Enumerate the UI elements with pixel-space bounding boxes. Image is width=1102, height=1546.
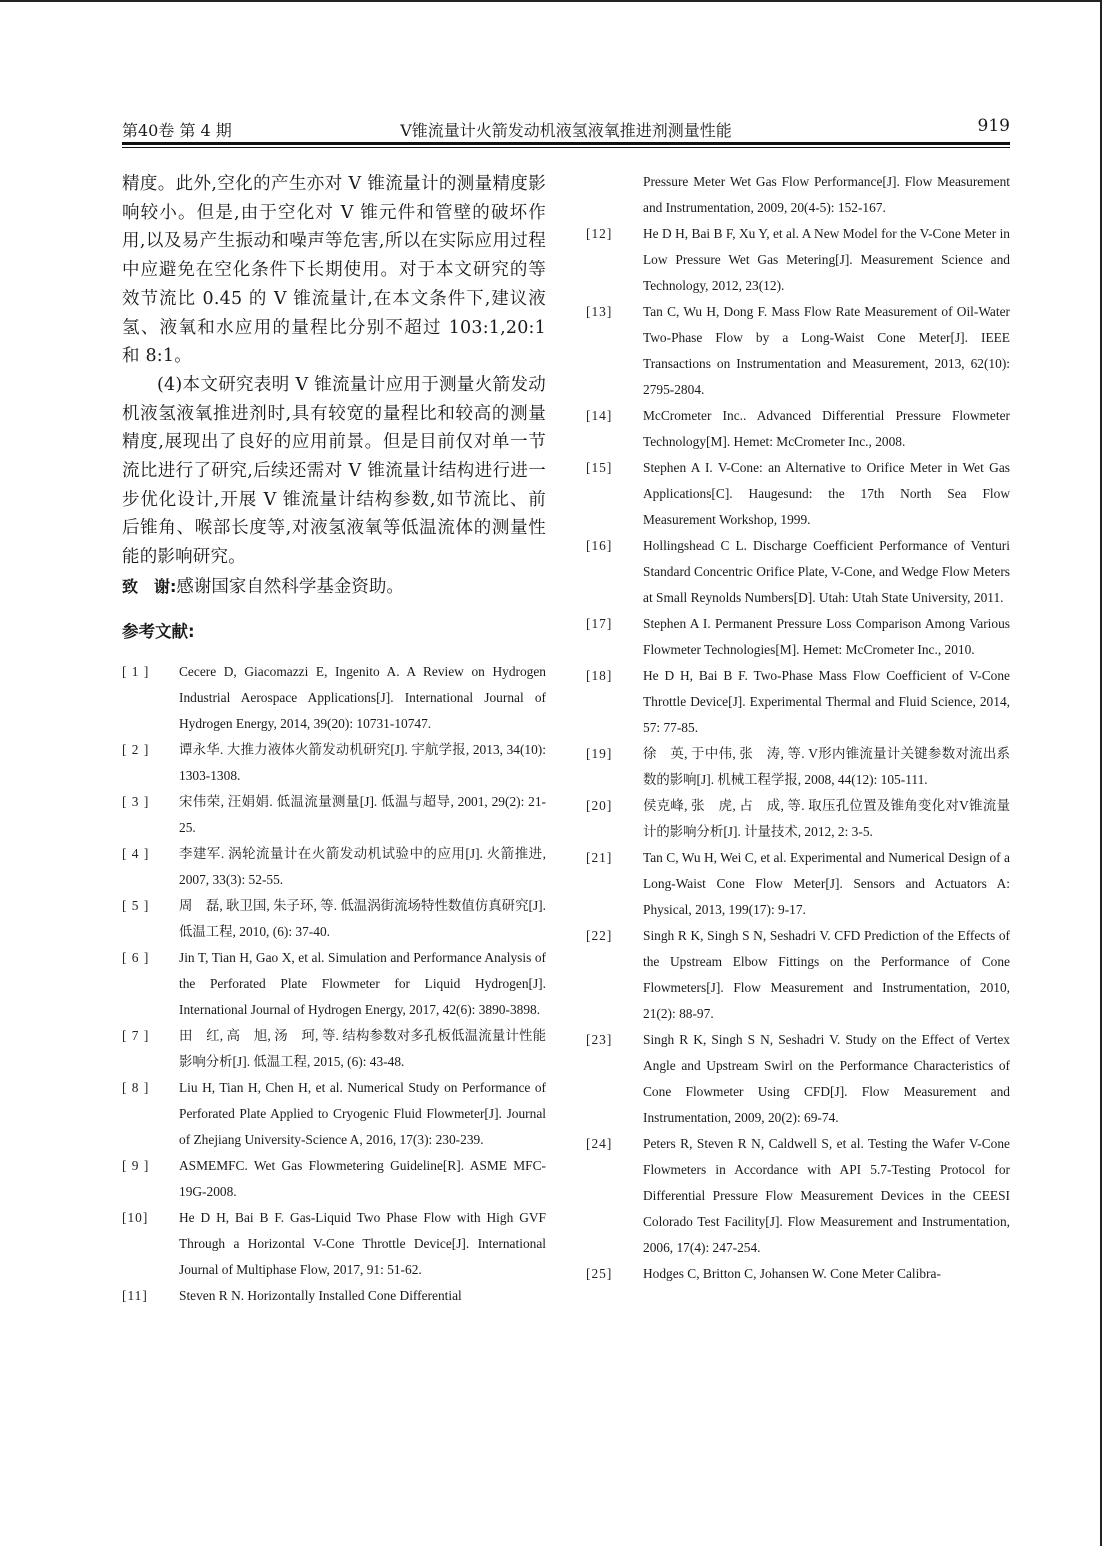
reference-text: 谭永华. 大推力液体火箭发动机研究[J]. 宇航学报, 2013, 34(10): 1303-1308. (179, 741, 546, 783)
reference-item (122, 841, 546, 893)
reference-item (586, 299, 1010, 403)
acknowledgement-text: 感谢国家自然科学基金资助。 (176, 576, 404, 597)
right-column (586, 169, 1010, 1287)
reference-item (586, 1027, 1010, 1131)
reference-item (586, 1131, 1010, 1261)
reference-text: Hodges C, Britton C, Johansen W. Cone Meter Calibra- (643, 1266, 941, 1281)
reference-text: He D H, Bai B F. Two-Phase Mass Flow Coefficient of V-Cone Throttle Device[J]. Experimental Thermal and Fluid Science, 2014, 57: 77-85. (643, 668, 1010, 735)
page-top-edge (0, 0, 1102, 2)
reference-number: [23] (586, 1032, 613, 1047)
reference-text: ASMEMFC. Wet Gas Flowmetering Guideline[R]. ASME MFC-19G-2008. (179, 1157, 546, 1199)
reference-number: [ 9 ] (122, 1157, 150, 1173)
reference-number: [ 3 ] (122, 793, 150, 809)
reference-text: Peters R, Steven R N, Caldwell S, et al. Testing the Wafer V-Cone Flowmeters in Accordance with API 5.7-Testing Protocol for Differential Pressure Flow Measurement Devices in the CEESI Colorado Test Facility[J]. Flow Measurement and Instrumentation, 2006, 17(4): 247-254. (643, 1136, 1010, 1255)
reference-number: [ 6 ] (122, 949, 150, 965)
reference-number: [10] (122, 1209, 149, 1225)
reference-number: [11] (122, 1287, 148, 1303)
reference-text: Singh R K, Singh S N, Seshadri V. Study on the Effect of Vertex Angle and Upstream Swirl on the Performance Characteristics of Cone Flowmeter Using CFD[J]. Flow Measurement and Instrumentation, 2009, 20(2): 69-74. (643, 1032, 1010, 1125)
reference-text: 徐 英, 于中伟, 张 涛, 等. V形内锥流量计关键参数对流出系数的影响[J]. 机械工程学报, 2008, 44(12): 105-111. (643, 746, 1010, 787)
reference-number: [15] (586, 460, 613, 475)
reference-number: [16] (586, 538, 613, 553)
reference-text: Cecere D, Giacomazzi E, Ingenito A. A Review on Hydrogen Industrial Aerospace Applications[J]. International Journal of Hydrogen Energy, 2014, 39(20): 10731-10747. (179, 663, 546, 731)
header-rule-thick (122, 142, 1010, 145)
reference-item (122, 1153, 546, 1205)
reference-text: McCrometer Inc.. Advanced Differential Pressure Flowmeter Technology[M]. Hemet: McCrometer Inc., 2008. (643, 408, 1010, 449)
reference-item (586, 611, 1010, 663)
reference-item (586, 845, 1010, 923)
reference-number: [20] (586, 798, 613, 813)
reference-list-right (586, 169, 1010, 1287)
reference-number: [ 5 ] (122, 897, 150, 913)
reference-item (586, 741, 1010, 793)
reference-number: [25] (586, 1266, 613, 1281)
reference-number: [ 8 ] (122, 1079, 150, 1095)
reference-text: Liu H, Tian H, Chen H, et al. Numerical Study on Performance of Perforated Plate Applied to Cryogenic Fluid Flowmeter[J]. Journal of Zhejiang University-Science A, 2016, 17(3): 230-239. (179, 1079, 546, 1147)
reference-item (122, 1023, 546, 1075)
reference-item (122, 789, 546, 841)
reference-item (586, 663, 1010, 741)
references-heading: 参考文献: (122, 621, 195, 641)
reference-text: 李建军. 涡轮流量计在火箭发动机试验中的应用[J]. 火箭推进, 2007, 33(3): 52-55. (179, 845, 546, 887)
reference-item (586, 533, 1010, 611)
reference-text: Pressure Meter Wet Gas Flow Performance[J]. Flow Measurement and Instrumentation, 2009, 20(4-5): 152-167. (643, 174, 1010, 215)
reference-item (122, 737, 546, 789)
reference-item (122, 659, 546, 737)
reference-number: [22] (586, 928, 613, 943)
reference-item (122, 893, 546, 945)
reference-item (586, 1261, 1010, 1287)
reference-item (122, 1075, 546, 1153)
header-rule-thin (122, 147, 1010, 148)
volume-issue: 第40卷 第 4 期 (122, 121, 232, 140)
body-paragraph-1: 精度。此外,空化的产生亦对 V 锥流量计的测量精度影响较小。但是,由于空化对 V 锥元件和管壁的破坏作用,以及易产生振动和噪声等危害,所以在实际应用过程中应避免在空化条件下长期使用。对于本文研究的等效节流比 0.45 的 V 锥流量计,在本文条件下,建议液氢、液氧和水应用的量程比分别不超过 103:1,20:1 和 8:1。 (122, 174, 546, 367)
reference-text: 田 红, 高 旭, 汤 珂, 等. 结构参数对多孔板低温流量计性能影响分析[J]. 低温工程, 2015, (6): 43-48. (179, 1027, 546, 1069)
reference-text: He D H, Bai B F. Gas-Liquid Two Phase Flow with High GVF Through a Horizontal V-Cone Throttle Device[J]. International Journal of Multiphase Flow, 2017, 91: 51-62. (179, 1209, 546, 1277)
reference-item (122, 1283, 546, 1309)
reference-number: [17] (586, 616, 613, 631)
reference-number: [ 7 ] (122, 1027, 150, 1043)
reference-text: Tan C, Wu H, Dong F. Mass Flow Rate Measurement of Oil-Water Two-Phase Flow by a Long-Waist Cone Meter[J]. IEEE Transactions on Instrumentation and Measurement, 2013, 62(10): 2795-2804. (643, 304, 1010, 397)
reference-text: Stephen A I. V-Cone: an Alternative to Orifice Meter in Wet Gas Applications[C]. Haugesund: the 17th North Sea Flow Measurement Workshop, 1999. (643, 460, 1010, 527)
reference-number: [21] (586, 850, 613, 865)
reference-text: Singh R K, Singh S N, Seshadri V. CFD Prediction of the Effects of the Upstream Elbow Fittings on the Performance of Cone Flowmeters[J]. Flow Measurement and Instrumentation, 2010, 21(2): 88-97. (643, 928, 1010, 1021)
reference-number: [18] (586, 668, 613, 683)
running-title: V锥流量计火箭发动机液氢液氧推进剂测量性能 (400, 121, 732, 140)
reference-text: 周 磊, 耿卫国, 朱子环, 等. 低温涡街流场特性数值仿真研究[J]. 低温工程, 2010, (6): 37-40. (179, 897, 546, 939)
reference-text: Tan C, Wu H, Wei C, et al. Experimental and Numerical Design of a Long-Waist Cone Flow Meter[J]. Sensors and Actuators A: Physical, 2013, 199(17): 9-17. (643, 850, 1010, 917)
reference-number: [ 1 ] (122, 663, 150, 679)
reference-list-left (122, 659, 546, 1309)
reference-number: [ 2 ] (122, 741, 150, 757)
reference-number: [12] (586, 226, 613, 241)
reference-item (586, 403, 1010, 455)
reference-text: Stephen A I. Permanent Pressure Loss Comparison Among Various Flowmeter Technologies[M]. Hemet: McCrometer Inc., 2010. (643, 616, 1010, 657)
reference-number: [24] (586, 1136, 613, 1151)
reference-item (122, 1205, 546, 1283)
reference-item (586, 923, 1010, 1027)
acknowledgement-label: 致 谢: (122, 576, 177, 596)
reference-number: [19] (586, 746, 613, 761)
reference-item (122, 945, 546, 1023)
reference-item (586, 221, 1010, 299)
reference-number: [ 4 ] (122, 845, 150, 861)
left-column (122, 170, 546, 1309)
acknowledgement (122, 573, 546, 601)
reference-item (586, 793, 1010, 845)
reference-number: [13] (586, 304, 613, 319)
reference-text: Hollingshead C L. Discharge Coefficient Performance of Venturi Standard Concentric Orifice Plate, V-Cone, and Wedge Flow Meters at Small Reynolds Numbers[D]. Utah: Utah State University, 2011. (643, 538, 1010, 605)
reference-text: 侯克峰, 张 虎, 占 成, 等. 取压孔位置及锥角变化对V锥流量计的影响分析[J]. 计量技术, 2012, 2: 3-5. (643, 798, 1010, 839)
reference-text: 宋伟荣, 汪娟娟. 低温流量测量[J]. 低温与超导, 2001, 29(2): 21-25. (179, 793, 546, 835)
reference-text: He D H, Bai B F, Xu Y, et al. A New Model for the V-Cone Meter in Low Pressure Wet Gas Metering[J]. Measurement Science and Technology, 2012, 23(12). (643, 226, 1010, 293)
page-number: 919 (977, 116, 1010, 136)
reference-text: Jin T, Tian H, Gao X, et al. Simulation and Performance Analysis of the Perforated Plate Flowmeter for Liquid Hydrogen[J]. International Journal of Hydrogen Energy, 2017, 42(6): 3890-3898. (179, 949, 546, 1017)
reference-item (586, 169, 1010, 221)
running-header (122, 116, 1010, 142)
body-paragraph-2: (4)本文研究表明 V 锥流量计应用于测量火箭发动机液氢液氧推进剂时,具有较宽的量程比和较高的测量精度,展现出了良好的应用前景。但是目前仅对单一节流比进行了研究,后续还需对 V 锥流量计结构进行进一步优化设计,开展 V 锥流量计结构参数,如节流比、前后锥角、喉部长度等,对液氢液氧等低温流体的测量性能的影响研究。 (122, 374, 546, 568)
reference-item (586, 455, 1010, 533)
reference-text: Steven R N. Horizontally Installed Cone Differential (179, 1287, 462, 1303)
reference-number: [14] (586, 408, 613, 423)
